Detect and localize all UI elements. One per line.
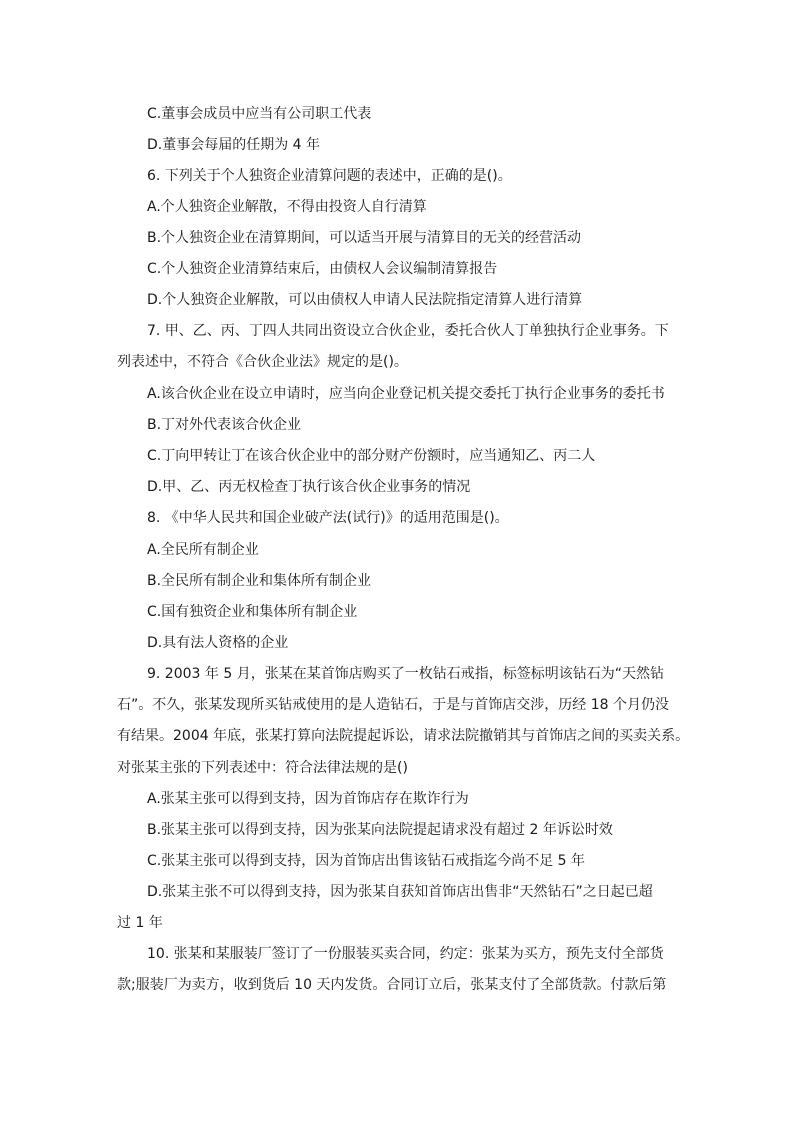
option-7d: D.甲、乙、丙无权检查丁执行该合伙企业事务的情况 — [147, 479, 471, 495]
option-8b: B.全民所有制企业和集体所有制企业 — [147, 573, 372, 589]
option-6d: D.个人独资企业解散，可以由债权人申请人民法院指定清算人进行清算 — [147, 292, 583, 308]
question-10-line-2: 款;服装厂为卖方，收到货后 10 天内发货。合同订立后，张某支付了全部货款。付款后第 — [117, 977, 667, 993]
option-6b: B.个人独资企业在清算期间，可以适当开展与清算目的无关的经营活动 — [147, 230, 582, 246]
question-9-line-2: 石”。不久，张某发现所买钻戒使用的是人造钻石，于是与首饰店交涉，历经 18 个月仍没 — [117, 697, 669, 713]
question-6: 6. 下列关于个人独资企业清算问题的表述中，正确的是()。 — [147, 168, 512, 184]
question-9-line-3: 有结果。2004 年底，张某打算向法院提起诉讼，请求法院撤销其与首饰店之间的买卖关系。 — [117, 728, 690, 744]
question-8: 8. 《中华人民共和国企业破产法(试行)》的适用范围是()。 — [147, 510, 509, 526]
option-7c: C.丁向甲转让丁在该合伙企业中的部分财产份额时，应当通知乙、丙二人 — [147, 448, 596, 464]
question-9-line-4: 对张某主张的下列表述中：符合法律法规的是() — [117, 760, 408, 776]
option-9d-line-2: 过 1 年 — [117, 915, 163, 931]
option-9d-line-1: D.张某主张不可以得到支持，因为张某自获知首饰店出售非“天然钻石”之日起已超 — [147, 884, 653, 900]
option-9a: A.张某主张可以得到支持，因为首饰店存在欺诈行为 — [147, 791, 469, 807]
option-9c: C.张某主张可以得到支持，因为首饰店出售该钻石戒指迄今尚不足 5 年 — [147, 853, 586, 869]
option-5d: D.董事会每届的任期为 4 年 — [147, 137, 321, 153]
option-8a: A.全民所有制企业 — [147, 542, 259, 558]
option-9b: B.张某主张可以得到支持，因为张某向法院提起请求没有超过 2 年诉讼时效 — [147, 822, 613, 838]
option-7b: B.丁对外代表该合伙企业 — [147, 417, 302, 433]
question-10-line-1: 10. 张某和某服装厂签订了一份服装买卖合同，约定：张某为买方，预先支付全部货 — [147, 946, 664, 962]
option-8d: D.具有法人资格的企业 — [147, 635, 289, 651]
option-6c: C.个人独资企业清算结束后，由债权人会议编制清算报告 — [147, 261, 498, 277]
option-7a: A.该合伙企业在设立申请时，应当向企业登记机关提交委托丁执行企业事务的委托书 — [147, 386, 665, 402]
question-9-line-1: 9. 2003 年 5 月，张某在某首饰店购买了一枚钻石戒指，标签标明该钻石为“天然钻 — [147, 666, 664, 682]
question-7-line-1: 7. 甲、乙、丙、丁四人共同出资设立合伙企业，委托合伙人丁单独执行企业事务。下 — [147, 323, 669, 339]
question-7-line-2: 列表述中，不符合《合伙企业法》规定的是()。 — [117, 354, 408, 370]
option-8c: C.国有独资企业和集体所有制企业 — [147, 604, 358, 620]
option-6a: A.个人独资企业解散，不得由投资人自行清算 — [147, 199, 427, 215]
option-5c: C.董事会成员中应当有公司职工代表 — [147, 106, 372, 122]
